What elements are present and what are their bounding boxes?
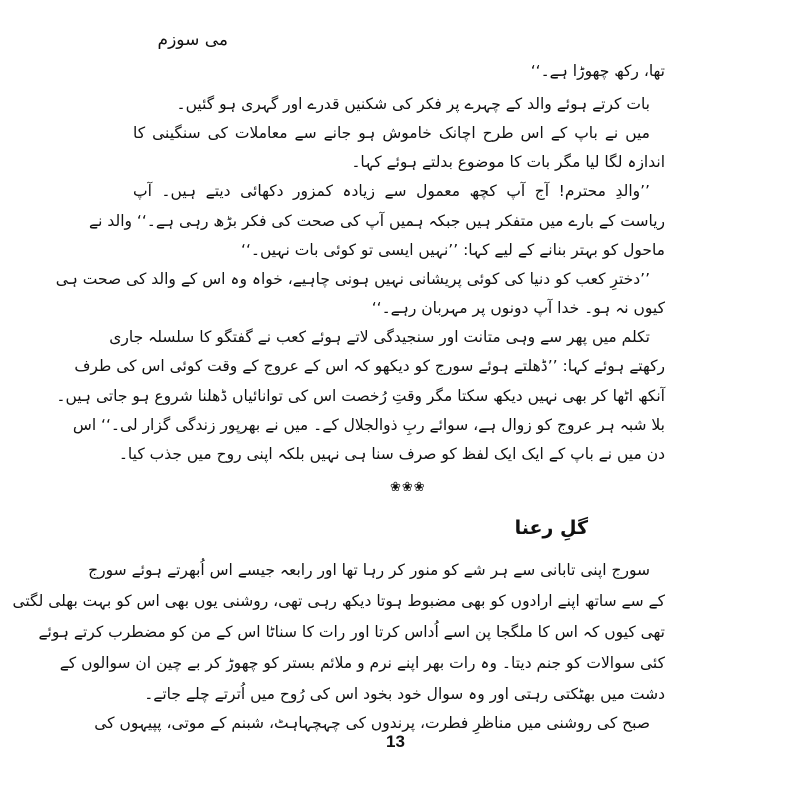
page-number: 13 [386, 732, 405, 751]
section-ornament: ❀❀❀ [390, 480, 426, 495]
paragraph-line: ’’والدِ محترم! آج آپ کچھ معمول سے زیادہ کمزور دکھائی دیتے ہیں۔ آپ [133, 182, 650, 200]
paragraph-line: ’’دخترِ کعب کو دنیا کی کوئی پریشانی نہیں ہونی چاہیے، خواہ وہ اس کے والد کی صحت ہی [55, 270, 650, 288]
paragraph-line: کے سے ساتھ اپنے ارادوں کو بھی مضبوط ہوتا دیکھ رہی تھی، روشنی یوں بھی اس کو بہت بھلی لگتی [12, 592, 665, 610]
paragraph-line: میں نے باپ کے اس طرح اچانک خاموش ہو جانے سے معاملات کی سنگینی کا [133, 124, 650, 142]
section-title: گلِ رعنا [514, 517, 588, 539]
paragraph-line: کیوں نہ ہو۔ خدا آپ دونوں پر مہربان رہے۔‘‘ [371, 299, 665, 317]
paragraph-line: صبح کی روشنی میں مناظرِ فطرت، پرندوں کی چہچہاہٹ، شبنم کے موتی، پپیہوں کی [94, 714, 650, 732]
paragraph-line: تھا، رکھ چھوڑا ہے۔‘‘ [530, 62, 665, 80]
paragraph-line: سورج اپنی تابانی سے ہر شے کو منور کر رہا تھا اور رابعہ جیسے اس اُبھرتے ہوئے سورج [88, 561, 650, 579]
paragraph-line: کئی سوالات کو جنم دیتا۔ وہ رات بھر اپنے نرم و ملائم بستر کو چھوڑ کر بے چین ان سوالوں کے [59, 654, 665, 672]
paragraph-line: بلا شبہ ہر عروج کو زوال ہے، سوائے ربِ ذوالجلال کے۔ میں نے بھرپور زندگی گزار لی۔‘‘ اس [72, 416, 665, 434]
paragraph-line: آنکھ اٹھا کر بھی نہیں دیکھ سکتا مگر وقتِ رُخصت اس کی توانائیاں ڈھلنا شروع ہو جاتی ہیں۔ [56, 387, 665, 405]
paragraph-line: تکلم میں پھر سے وہی متانت اور سنجیدگی لاتے ہوئے کعب نے گفتگو کا سلسلہ جاری [109, 328, 650, 346]
paragraph-line: دن میں نے باپ کے ایک ایک لفظ کو صرف سنا ہی نہیں بلکہ اپنی روح میں جذب کیا۔ [118, 445, 665, 463]
running-header: می سوزم [157, 30, 228, 50]
paragraph-line: رکھتے ہوئے کہا: ’’ڈھلتے ہوئے سورج کو دیکھو کہ اس کے عروج کے وقت کوئی اس کی طرف [74, 357, 665, 375]
paragraph-line: دشت میں بھٹکتی رہتی اور وہ سوال خود بخود اس کی رُوح میں اُترتے چلے جاتے۔ [144, 685, 665, 703]
paragraph-line: اندازہ لگا لیا مگر بات کا موضوع بدلتے ہوئے کہا۔ [351, 153, 665, 171]
paragraph-line: بات کرتے ہوئے والد کے چہرے پر فکر کی شکنیں قدرے اور گہری ہو گئیں۔ [176, 95, 650, 113]
paragraph-line: ماحول کو بہتر بنانے کے لیے کہا: ’’نہیں ایسی تو کوئی بات نہیں۔‘‘ [241, 241, 665, 259]
paragraph-line: تھی کیوں کہ اس کا ملگجا پن اسے اُداس کرتا اور رات کا سناٹا اس کے من کو مضطرب کرتے ہوئے [38, 623, 665, 641]
paragraph-line: ریاست کے بارے میں متفکر ہیں جبکہ ہمیں آپ کی صحت کی فکر بڑھ رہی ہے۔‘‘ والد نے [89, 212, 665, 230]
